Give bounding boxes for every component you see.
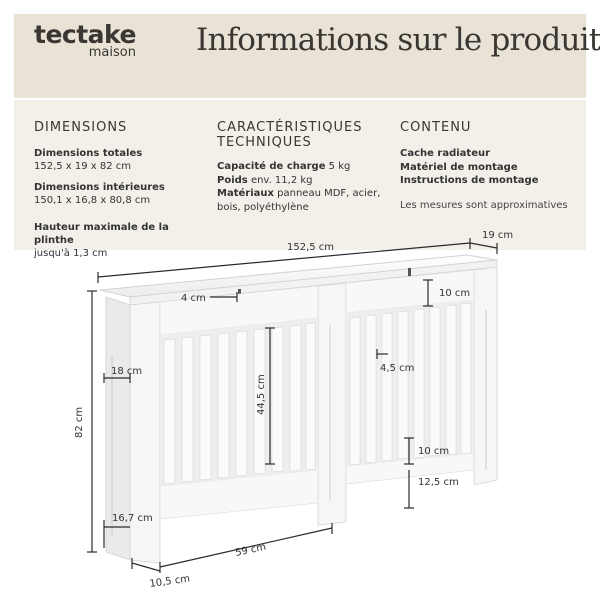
slats-left (164, 323, 315, 484)
page-title: Informations sur le produit (196, 22, 600, 58)
label-bottom-rail: 10 cm (418, 446, 450, 457)
characteristics-heading-line2: TECHNIQUES (217, 135, 312, 150)
approximate-note: Les mesures sont approximatives (400, 199, 568, 211)
content-item: Matériel de montage (400, 161, 518, 173)
characteristic-label: Poids (217, 174, 248, 186)
label-top-rail: 10 cm (439, 288, 471, 299)
brand-name: tectake (34, 20, 136, 49)
dimension-label: Dimensions totales (34, 148, 143, 159)
dimension-value: jusqu'à 1,3 cm (34, 248, 108, 259)
characteristics-heading-line1: CARACTÉRISTIQUES (217, 120, 363, 135)
characteristic-label: Matériaux (217, 188, 274, 199)
brand-sub: maison (88, 45, 136, 60)
top-slot (408, 268, 411, 276)
characteristic-label: Capacité de charge (217, 161, 326, 172)
label-foot-height: 16,7 cm (112, 513, 153, 524)
contents-heading: CONTENU (400, 120, 472, 135)
dimension-label: Dimensions intérieures (34, 182, 165, 193)
label-height: 82 cm (74, 406, 85, 438)
label-depth: 19 cm (482, 230, 514, 241)
label-foot-gap: 12,5 cm (418, 477, 459, 488)
label-side-panel: 18 cm (111, 366, 143, 377)
characteristic-value: env. 11,2 kg (250, 174, 313, 186)
label-slat-spacing: 4,5 cm (380, 363, 415, 374)
characteristic-value: bois, polyéthylène (217, 201, 309, 213)
content-item: Cache radiateur (400, 148, 491, 159)
label-gap: 4 cm (181, 293, 206, 304)
characteristic-value: 5 kg (328, 161, 351, 172)
content-item: Instructions de montage (400, 175, 539, 186)
label-width: 152,5 cm (287, 242, 335, 253)
dimensions-heading: DIMENSIONS (34, 120, 128, 135)
dimension-value: 150,1 x 16,8 x 80,8 cm (34, 195, 151, 206)
label-slat-height: 44,5 cm (256, 374, 267, 415)
characteristic-value: panneau MDF, acier, (277, 188, 381, 199)
label-foot-depth: 10,5 cm (148, 573, 191, 590)
label-half-width: 59 cm (234, 541, 268, 559)
dimension-label: Hauteur maximale de la plinthe (34, 222, 169, 246)
middle-leg (318, 283, 346, 525)
dimension-value: 152,5 x 19 x 82 cm (34, 161, 132, 172)
